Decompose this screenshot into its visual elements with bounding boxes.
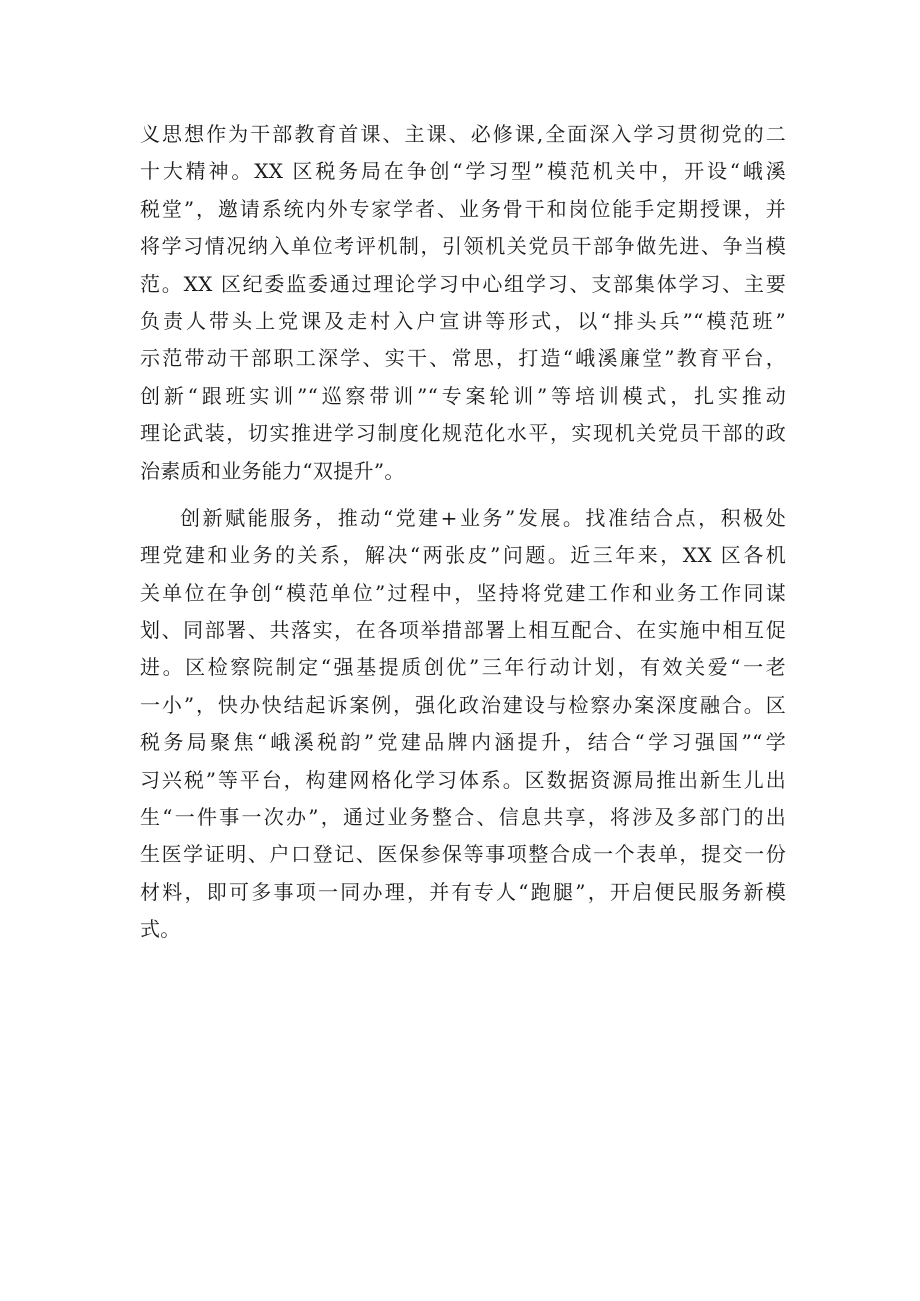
text-line: 理论武装，切实推进学习制度化规范化水平，实现机关党员干部的政	[140, 421, 786, 446]
text-line: 划、同部署、共落实，在各项举措部署上相互配合、在实施中相互促	[140, 618, 786, 643]
text-line: 习兴税”等平台，构建网格化学习体系。区数据资源局推出新生儿出	[140, 767, 786, 792]
text-line: 生医学证明、户口登记、医保参保等事项整合成一个表单，提交一份	[140, 842, 786, 867]
text-line: 材料，即可多事项一同办理，并有专人“跑腿”，开启便民服务新模	[140, 879, 786, 904]
text-line: 将学习情况纳入单位考评机制，引领机关党员干部争做先进、争当模	[140, 234, 786, 259]
text-line: 示范带动干部职工深学、实干、常思，打造“峨溪廉堂”教育平台，	[140, 346, 786, 371]
text-line: 关单位在争创“模范单位”过程中，坚持将党建工作和业务工作同谋	[140, 580, 786, 605]
text-line: 创新赋能服务，推动“党建+业务”发展。找准结合点，积极处	[180, 505, 786, 530]
text-line: 税务局聚焦“峨溪税韵”党建品牌内涵提升，结合“学习强国”“学	[140, 730, 786, 755]
paragraph-spacer	[140, 490, 786, 500]
text-line: 一小”，快办快结起诉案例，强化政治建设与检察办案深度融合。区	[140, 692, 786, 717]
text-line: 义思想作为干部教育首课、主课、必修课,全面深入学习贯彻党的二	[140, 122, 786, 146]
text-line: 负责人带头上党课及走村入户宣讲等形式，以“排头兵”“模范班”	[140, 308, 786, 333]
text-line: 理党建和业务的关系，解决“两张皮”问题。近三年来，XX 区各机	[140, 543, 786, 568]
paragraph-2	[140, 500, 786, 949]
document-body	[140, 116, 786, 949]
text-line: 税堂”，邀请系统内外专家学者、业务骨干和岗位能手定期授课，并	[140, 196, 786, 221]
text-line: 式。	[140, 917, 181, 942]
paragraph-1	[140, 116, 786, 490]
text-line: 治素质和业务能力“双提升”。	[140, 458, 405, 483]
text-line: 十大精神。XX 区税务局在争创“学习型”模范机关中，开设“峨溪	[140, 159, 786, 184]
text-line: 生“一件事一次办”，通过业务整合、信息共享，将涉及多部门的出	[140, 805, 786, 830]
text-line: 进。区检察院制定“强基提质创优”三年行动计划，有效关爱“一老	[140, 655, 786, 680]
text-line: 创新“跟班实训”“巡察带训”“专案轮训”等培训模式，扎实推动	[140, 383, 786, 408]
text-line: 范。XX 区纪委监委通过理论学习中心组学习、支部集体学习、主要	[140, 271, 786, 296]
